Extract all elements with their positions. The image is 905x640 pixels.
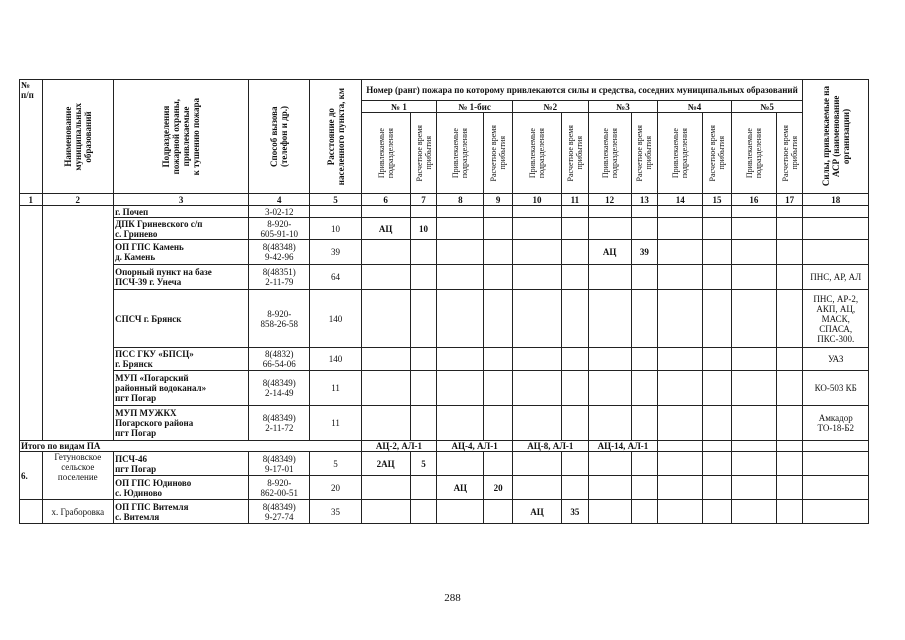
fire-unit-name: ПСЧ-46 пгт Погар (114, 452, 249, 476)
rank-units-cell (437, 371, 484, 406)
asr-forces (803, 500, 869, 524)
rank-units-cell (731, 290, 776, 348)
rank-units-cell (588, 452, 631, 476)
asr-forces: ПНС, АР, АЛ (803, 265, 869, 290)
rank-units-cell (731, 265, 776, 290)
column-number: 7 (410, 194, 437, 206)
rank-units-cell: 2АЦ (361, 452, 410, 476)
total-empty (703, 441, 732, 452)
row-number (20, 500, 43, 524)
rank-units-cell (731, 406, 776, 441)
rank-1: № 1 (361, 101, 437, 113)
rank-time-cell (703, 218, 732, 240)
distance-km: 11 (310, 406, 361, 441)
rank-units-cell (658, 476, 703, 500)
rank-time-cell (562, 218, 589, 240)
rank-units-cell: АЦ (588, 240, 631, 265)
rank-units-cell (588, 206, 631, 218)
rank-units-cell (437, 500, 484, 524)
rank-time-cell (484, 500, 513, 524)
rank-time-cell (410, 240, 437, 265)
call-method: 8-920- 605-91-10 (249, 218, 310, 240)
column-number: 15 (703, 194, 732, 206)
sub-time-5: Расчетное время прибытия (776, 113, 803, 194)
asr-forces: Амкадор ТО-18-Б2 (803, 406, 869, 441)
column-number: 14 (658, 194, 703, 206)
sub-units-1bis: Привлекаемые подразделения (437, 113, 484, 194)
column-number-row (20, 194, 869, 206)
rank-time-cell (631, 290, 658, 348)
rank-units-cell (588, 265, 631, 290)
asr-forces: ПНС, АР-2, АКП, АЦ, МАСК, СПАСА, ПКС-300. (803, 290, 869, 348)
page-number: 288 (444, 592, 461, 604)
column-number: 1 (20, 194, 43, 206)
sub-time-2: Расчетное время прибытия (562, 113, 589, 194)
rank-time-cell (631, 476, 658, 500)
header-municipality: Наименование муниципальных образований (42, 80, 114, 194)
column-number: 18 (803, 194, 869, 206)
rank-time-cell (484, 406, 513, 441)
table-row (20, 206, 869, 218)
call-method: 8(48349) 2-11-72 (249, 406, 310, 441)
rank-time-cell (631, 206, 658, 218)
rank-units-cell (512, 476, 561, 500)
header-units: Подразделения пожарной охраны, привлекаемые к тушению пожара (114, 80, 249, 194)
rank-units-cell: АЦ (437, 476, 484, 500)
rank-time-cell (703, 476, 732, 500)
rank-time-cell (703, 240, 732, 265)
rank-units-cell (512, 265, 561, 290)
rank-4: №4 (658, 101, 732, 113)
rank-units-cell (658, 371, 703, 406)
column-number: 10 (512, 194, 561, 206)
total-empty (803, 441, 869, 452)
rank-units-cell (658, 206, 703, 218)
call-method: 8(48349) 2-14-49 (249, 371, 310, 406)
rank-time-cell (776, 206, 803, 218)
distance-km: 5 (310, 452, 361, 476)
rank-units-cell (731, 206, 776, 218)
table-row (20, 406, 869, 441)
rank-time-cell: 20 (484, 476, 513, 500)
rank-units-cell (658, 406, 703, 441)
rank-time-cell (562, 406, 589, 441)
fire-unit-name: г. Почеп (114, 206, 249, 218)
asr-forces: УАЗ (803, 348, 869, 371)
asr-forces: КО-503 КБ (803, 371, 869, 406)
table-row (20, 476, 869, 500)
column-number: 11 (562, 194, 589, 206)
rank-units-cell (437, 265, 484, 290)
rank-units-cell (731, 348, 776, 371)
distance-km (310, 206, 361, 218)
rank-units-cell (658, 500, 703, 524)
row-number (20, 206, 43, 441)
rank-time-cell (703, 406, 732, 441)
rank-time-cell (484, 206, 513, 218)
distance-km: 11 (310, 371, 361, 406)
column-number: 5 (310, 194, 361, 206)
rank-time-cell (776, 348, 803, 371)
rank-units-cell (361, 265, 410, 290)
rank-units-cell: АЦ (361, 218, 410, 240)
column-number: 8 (437, 194, 484, 206)
table-row (20, 348, 869, 371)
total-rank-1: АЦ-2, АЛ-1 (361, 441, 437, 452)
rank-units-cell (588, 406, 631, 441)
rank-units-cell (658, 290, 703, 348)
fire-unit-name: ОП ГПС Камень д. Камень (114, 240, 249, 265)
call-method: 8(48351) 2-11-79 (249, 265, 310, 290)
rank-time-cell (562, 452, 589, 476)
call-method: 8(48348) 9-42-96 (249, 240, 310, 265)
rank-time-cell (410, 206, 437, 218)
rank-units-cell (588, 371, 631, 406)
rank-time-cell (484, 265, 513, 290)
distance-km: 140 (310, 290, 361, 348)
rank-time-cell (776, 406, 803, 441)
rank-units-cell (361, 371, 410, 406)
fire-unit-name: ПСС ГКУ «БПСЦ» г. Брянск (114, 348, 249, 371)
total-label: Итого по видам ПА (20, 441, 362, 452)
total-rank-3: АЦ-14, АЛ-1 (588, 441, 658, 452)
rank-units-cell (437, 452, 484, 476)
rank-units-cell (512, 240, 561, 265)
rank-units-cell (731, 500, 776, 524)
municipality-name (42, 206, 114, 441)
rank-time-cell (776, 371, 803, 406)
rank-units-cell (437, 290, 484, 348)
rank-time-cell (631, 348, 658, 371)
total-empty (731, 441, 776, 452)
table-row (20, 290, 869, 348)
header-rank-title: Номер (ранг) пожара по которому привлекаются силы и средства, соседних муниципальных образований (361, 80, 803, 101)
rank-time-cell (562, 476, 589, 500)
distance-km: 20 (310, 476, 361, 500)
rank-time-cell (703, 348, 732, 371)
rank-units-cell (361, 206, 410, 218)
total-empty (658, 441, 703, 452)
fire-forces-table (19, 79, 869, 524)
column-number: 16 (731, 194, 776, 206)
sub-units-1: Привлекаемые подразделения (361, 113, 410, 194)
rank-units-cell (731, 371, 776, 406)
call-method: 8(4832) 66-54-06 (249, 348, 310, 371)
asr-forces (803, 240, 869, 265)
rank-time-cell (631, 406, 658, 441)
rank-units-cell (512, 206, 561, 218)
rank-time-cell: 5 (410, 452, 437, 476)
fire-unit-name: МУП МУЖКХ Погарского района пгт Погар (114, 406, 249, 441)
rank-time-cell (776, 452, 803, 476)
sub-time-3: Расчетное время прибытия (631, 113, 658, 194)
municipality-name: х. Граборовка (42, 500, 114, 524)
rank-units-cell (658, 265, 703, 290)
rank-units-cell (361, 290, 410, 348)
rank-time-cell (410, 371, 437, 406)
table-row (20, 500, 869, 524)
fire-unit-name: Опорный пункт на базе ПСЧ-39 г. Унеча (114, 265, 249, 290)
distance-km: 140 (310, 348, 361, 371)
rank-2: №2 (512, 101, 588, 113)
table-row (20, 218, 869, 240)
column-number: 6 (361, 194, 410, 206)
municipality-name: Гетуновское сельское поселение (42, 452, 114, 500)
rank-time-cell (703, 290, 732, 348)
rank-units-cell (361, 476, 410, 500)
rank-units-cell (588, 290, 631, 348)
rank-units-cell (512, 348, 561, 371)
sub-units-4: Привлекаемые подразделения (658, 113, 703, 194)
rank-time-cell (631, 265, 658, 290)
rank-time-cell: 10 (410, 218, 437, 240)
rank-time-cell (703, 452, 732, 476)
rank-5: №5 (731, 101, 803, 113)
header-distance: Расстояние до населенного пункта, км (310, 80, 361, 194)
rank-units-cell (437, 348, 484, 371)
rank-units-cell (658, 218, 703, 240)
rank-time-cell (410, 500, 437, 524)
rank-units-cell (512, 406, 561, 441)
rank-units-cell (588, 500, 631, 524)
rank-units-cell (658, 348, 703, 371)
table-row (20, 265, 869, 290)
rank-units-cell (437, 218, 484, 240)
sub-units-2: Привлекаемые подразделения (512, 113, 561, 194)
rank-units-cell (437, 240, 484, 265)
rank-units-cell (361, 348, 410, 371)
column-number: 12 (588, 194, 631, 206)
distance-km: 10 (310, 218, 361, 240)
rank-units-cell (731, 452, 776, 476)
sub-units-3: Привлекаемые подразделения (588, 113, 631, 194)
call-method: 8(48349) 9-17-01 (249, 452, 310, 476)
fire-unit-name: МУП «Погарский районный водоканал» пгт Погар (114, 371, 249, 406)
sub-time-1: Расчетное время прибытия (410, 113, 437, 194)
rank-time-cell (703, 371, 732, 406)
fire-unit-name: ОП ГПС Юдиново с. Юдиново (114, 476, 249, 500)
header-call-method: Способ вызова (телефон и др.) (249, 80, 310, 194)
table-body-1 (20, 206, 869, 441)
rank-units-cell (512, 371, 561, 406)
rank-units-cell (512, 452, 561, 476)
rank-time-cell (410, 406, 437, 441)
row-number: 6. (20, 452, 43, 500)
rank-units-cell (588, 218, 631, 240)
rank-1-bis: № 1-бис (437, 101, 513, 113)
rank-time-cell (562, 265, 589, 290)
rank-time-cell (562, 206, 589, 218)
sub-units-5: Привлекаемые подразделения (731, 113, 776, 194)
rank-units-cell (437, 406, 484, 441)
rank-units-cell: АЦ (512, 500, 561, 524)
asr-forces (803, 206, 869, 218)
rank-time-cell (562, 348, 589, 371)
rank-time-cell (776, 500, 803, 524)
rank-time-cell (484, 452, 513, 476)
call-method: 8-920- 862-00-51 (249, 476, 310, 500)
rank-time-cell (484, 290, 513, 348)
rank-time-cell: 35 (562, 500, 589, 524)
column-number: 17 (776, 194, 803, 206)
total-rank-1-bis: АЦ-4, АЛ-1 (437, 441, 513, 452)
rank-units-cell (731, 240, 776, 265)
call-method: 3-02-12 (249, 206, 310, 218)
rank-time-cell (703, 500, 732, 524)
rank-units-cell (361, 500, 410, 524)
table-row (20, 240, 869, 265)
rank-units-cell (731, 218, 776, 240)
call-method: 8-920- 858-26-58 (249, 290, 310, 348)
total-row (20, 441, 869, 452)
rank-units-cell (437, 206, 484, 218)
rank-units-cell (361, 240, 410, 265)
rank-units-cell (658, 452, 703, 476)
table-row (20, 371, 869, 406)
column-number: 9 (484, 194, 513, 206)
rank-time-cell (703, 265, 732, 290)
table-body-2 (20, 452, 869, 524)
header-row-1 (20, 80, 869, 101)
total-rank-2: АЦ-8, АЛ-1 (512, 441, 588, 452)
rank-time-cell: 39 (631, 240, 658, 265)
column-number: 13 (631, 194, 658, 206)
table-row (20, 452, 869, 476)
rank-time-cell (776, 476, 803, 500)
asr-forces (803, 218, 869, 240)
rank-time-cell (484, 218, 513, 240)
asr-forces (803, 452, 869, 476)
sub-time-4: Расчетное время прибытия (703, 113, 732, 194)
fire-unit-name: ДПК Гриневского с/п с. Гринево (114, 218, 249, 240)
rank-time-cell (703, 206, 732, 218)
fire-unit-name: СПСЧ г. Брянск (114, 290, 249, 348)
total-empty (776, 441, 803, 452)
rank-time-cell (631, 371, 658, 406)
rank-time-cell (776, 218, 803, 240)
rank-time-cell (484, 240, 513, 265)
rank-time-cell (410, 265, 437, 290)
column-number: 4 (249, 194, 310, 206)
asr-forces (803, 476, 869, 500)
rank-3: №3 (588, 101, 658, 113)
rank-time-cell (410, 348, 437, 371)
rank-units-cell (512, 218, 561, 240)
rank-time-cell (410, 290, 437, 348)
rank-time-cell (562, 240, 589, 265)
distance-km: 35 (310, 500, 361, 524)
fire-unit-name: ОП ГПС Витемля с. Витемля (114, 500, 249, 524)
rank-time-cell (562, 290, 589, 348)
rank-time-cell (631, 452, 658, 476)
rank-time-cell (484, 371, 513, 406)
column-number: 3 (114, 194, 249, 206)
distance-km: 39 (310, 240, 361, 265)
rank-units-cell (731, 476, 776, 500)
rank-time-cell (631, 500, 658, 524)
column-number: 2 (42, 194, 114, 206)
rank-time-cell (562, 371, 589, 406)
rank-time-cell (631, 218, 658, 240)
rank-units-cell (658, 240, 703, 265)
rank-time-cell (410, 476, 437, 500)
sub-time-1bis: Расчетное время прибытия (484, 113, 513, 194)
rank-time-cell (776, 265, 803, 290)
rank-units-cell (588, 348, 631, 371)
distance-km: 64 (310, 265, 361, 290)
call-method: 8(48349) 9-27-74 (249, 500, 310, 524)
rank-units-cell (588, 476, 631, 500)
rank-time-cell (776, 290, 803, 348)
rank-units-cell (512, 290, 561, 348)
rank-units-cell (361, 406, 410, 441)
header-asr: Силы, привлекаемые на АСР (наименование организации) (803, 80, 869, 194)
rank-time-cell (484, 348, 513, 371)
header-no: № п/п (20, 80, 43, 194)
rank-time-cell (776, 240, 803, 265)
